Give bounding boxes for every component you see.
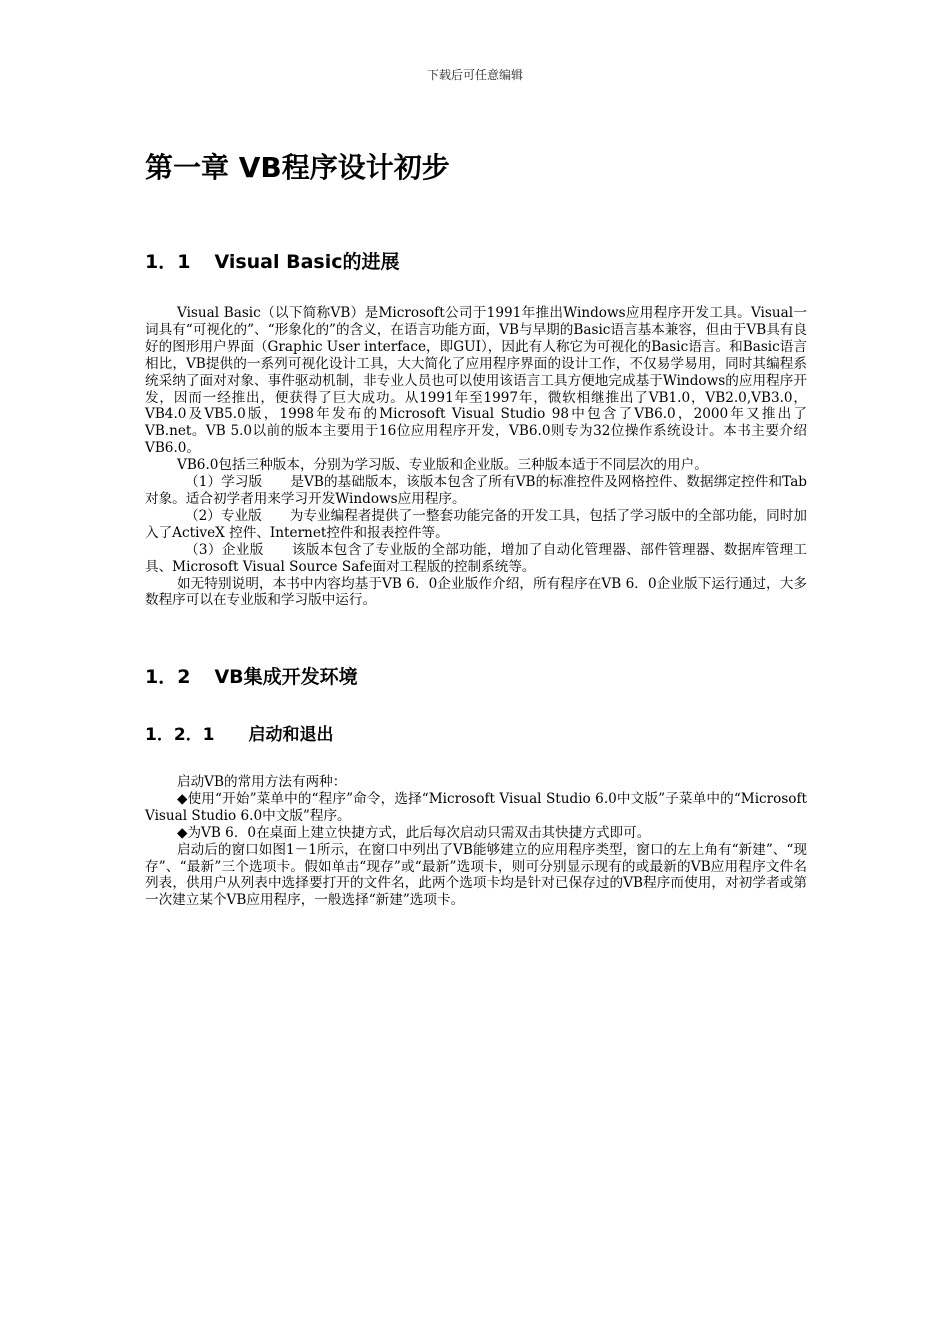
- paragraph-label: （1）学习版: [185, 474, 263, 491]
- section-number: 1．1: [145, 251, 191, 273]
- chapter-title: 第一章 VB程序设计初步: [145, 151, 450, 184]
- paragraph: ◆使用“开始”菜单中的“程序”命令，选择“Microsoft Visual Studio 6.0中文版”子菜单中的“Microsoft Visual Studio 6.0中文版”程序。: [145, 790, 807, 824]
- section-title: 启动和退出: [248, 725, 334, 745]
- subsection-heading-1-2-1: [145, 720, 334, 745]
- paragraph: Visual Basic（以下简称VB）是Microsoft公司于1991年推出Windows应用程序开发工具。Visual一词具有“可视化的”、“形象化的”的含义，在语言功能方面，VB与早期的Basic语言基本兼容，但由于VB具有良好的图形用户界面（Graphic User interface，即GUI），因此有人称它为可视化的Basic语言。和Basic语言相比，VB提供的一系列可视化设计工具，大大简化了应用程序界面的设计工作，不仅易学易用，同时其编程系统采纳了面对对象、事件驱动机制，非专业人员也可以使用该语言工具方便地完成基于Windows的应用程序开发，因而一经推出，便获得了巨大成功。从1991年至1997年，微软相继推出了VB1.0，VB2.0,VB3.0，VB4.0及VB5.0版，1998年发布的Microsoft Visual Studio 98中包含了VB6.0，2000年又推出了VB.net。VB 5.0以前的版本主要用于16位应用程序开发，VB6.0则专为32位操作系统设计。本书主要介绍VB6.0。: [145, 305, 807, 457]
- paragraph: VB6.0包括三种版本，分别为学习版、专业版和企业版。三种版本适于不同层次的用户。: [177, 457, 708, 474]
- section-number: 1．2: [145, 666, 191, 688]
- section-number: 1．2．1: [145, 725, 215, 745]
- paragraph: 如无特别说明，本书中内容均基于VB 6．0企业版作介绍，所有程序在VB 6．0企业版下运行通过，大多数程序可以在专业版和学习版中运行。: [145, 575, 807, 609]
- paragraph: [145, 542, 807, 576]
- paragraph-text: 为专业编程者提供了一整套功能完备的开发工具，包括了学习版中的全部功能，同时加入了ActiveX 控件、Internet控件和报表控件等。: [145, 507, 807, 541]
- section-1-2-1-body: [145, 774, 807, 909]
- paragraph: [145, 474, 807, 508]
- paragraph-label: （2）专业版: [185, 507, 262, 524]
- paragraph: 启动VB的常用方法有两种：: [177, 774, 347, 790]
- section-heading-1-2: [145, 662, 358, 689]
- section-title: Visual Basic的进展: [214, 251, 400, 273]
- paragraph-text: 该版本包含了专业版的全部功能，增加了自动化管理器、部件管理器、数据库管理工具、Microsoft Visual Source Safe面对工程版的控制系统等。: [145, 541, 808, 575]
- paragraph-text: 是VB的基础版本，该版本包含了所有VB的标准控件及网格控件、数据绑定控件和Tab对象。适合初学者用来学习开发Windows应用程序。: [145, 474, 807, 507]
- section-1-1-body: [145, 305, 807, 609]
- paragraph-label: （3）企业版: [185, 541, 264, 558]
- paragraph: [145, 508, 807, 542]
- section-title: VB集成开发环境: [214, 666, 358, 688]
- paragraph: 启动后的窗口如图1－1所示，在窗口中列出了VB能够建立的应用程序类型，窗口的左上角有“新建”、“现存”、“最新”三个选项卡。假如单击“现存”或“最新”选项卡，则可分别显示现有的或最新的VB应用程序文件名列表，供用户从列表中选择要打开的文件名，此两个选项卡均是针对已保存过的VB程序而使用，对初学者或第一次建立某个VB应用程序，一般选择“新建”选项卡。: [145, 841, 807, 909]
- page-header: 下载后可任意编辑: [426, 68, 523, 82]
- paragraph: ◆为VB 6．0在桌面上建立快捷方式，此后每次启动只需双击其快捷方式即可。: [177, 824, 651, 841]
- section-heading-1-1: [145, 247, 400, 274]
